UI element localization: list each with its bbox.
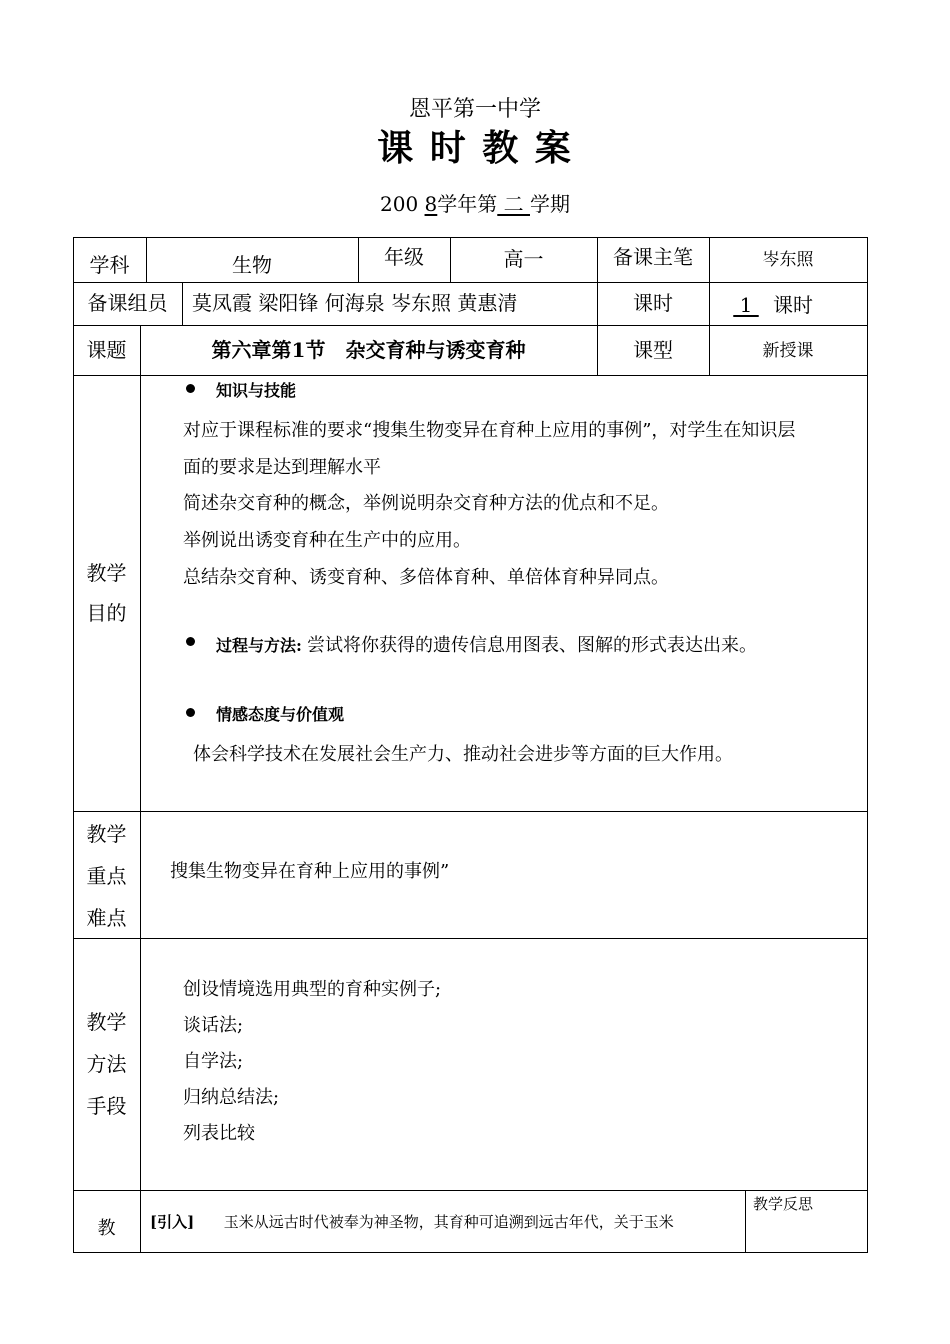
grade-value: 高一 [503, 247, 544, 271]
keypoints-label-line: 重点 [86, 864, 127, 888]
cell-divider [709, 282, 710, 325]
term-prefix: 200 [380, 192, 419, 216]
objectives-label-line: 教学 [86, 561, 127, 585]
keypoints-label [73, 813, 140, 939]
table-border-bottom [73, 1252, 868, 1253]
row-divider [73, 1190, 868, 1191]
grade-label: 年级 [384, 245, 424, 269]
bullet-icon [186, 708, 195, 717]
method-item: 归纳总结法; [183, 1087, 280, 1108]
row-divider [73, 282, 868, 283]
topic-value: 第六章第1节 杂交育种与诱变育种 [211, 338, 526, 362]
knowledge-skills-heading: 知识与技能 [216, 381, 297, 400]
methods-list [183, 972, 441, 1152]
school-name: 恩平第一中学 [408, 97, 541, 122]
subject-value: 生物 [232, 253, 272, 277]
intro-tag: [引入] [150, 1213, 195, 1231]
subject-label: 学科 [89, 253, 130, 277]
reflection-label: 教学反思 [753, 1195, 814, 1213]
members-value: 莫凤霞 梁阳锋 何海泉 岑东照 黄惠清 [192, 291, 518, 315]
objective-text: 对应于课程标准的要求“搜集生物变异在育种上应用的事例”，对学生在知识层 [183, 420, 796, 441]
intro-text: 玉米从远古时代被奉为神圣物，其育种可追溯到远古年代，关于玉米 [223, 1213, 674, 1231]
objective-text: 面的要求是达到理解水平 [183, 457, 381, 478]
row-divider [73, 325, 868, 326]
objective-text: 简述杂交育种的概念，举例说明杂交育种方法的优点和不足。 [183, 493, 669, 514]
row-divider [73, 811, 868, 812]
lesson-type-value: 新授课 [762, 341, 814, 361]
keypoints-text: 搜集生物变异在育种上应用的事例” [170, 861, 450, 882]
methods-label-line: 方法 [86, 1052, 127, 1076]
process-methods-text: 尝试将你获得的遗传信息用图表、图解的形式表达出来。 [307, 635, 758, 656]
keypoints-label-line: 教学 [86, 822, 127, 846]
hours-field [719, 289, 813, 318]
table-border-right [867, 237, 868, 1253]
methods-label-line: 手段 [86, 1094, 127, 1118]
cell-divider [745, 1190, 746, 1252]
hours-label: 课时 [633, 291, 673, 315]
objectives-label [73, 553, 140, 633]
lesson-type-label: 课型 [633, 338, 673, 362]
objectives-label-line: 目的 [86, 601, 127, 625]
term-number: 二 [497, 192, 530, 216]
methods-label [73, 1001, 140, 1127]
attitude-values-text: 体会科学技术在发展社会生产力、推动社会进步等方面的巨大作用。 [193, 744, 733, 765]
row-divider [73, 938, 868, 939]
page-title: 课 时 教 案 [377, 127, 573, 169]
attitude-values-heading: 情感态度与价值观 [216, 705, 345, 724]
method-item: 谈话法; [183, 1015, 244, 1036]
bullet-icon [186, 384, 195, 393]
members-label: 备课组员 [87, 291, 168, 315]
objective-text: 举例说出诱变育种在生产中的应用。 [183, 530, 471, 551]
lead-teacher-value: 岑东照 [762, 250, 814, 270]
process-methods-line [216, 631, 757, 657]
method-item: 创设情境选用典型的育种实例子; [183, 979, 442, 1000]
hours-unit: 课时 [773, 293, 813, 317]
cell-divider [182, 282, 183, 325]
method-item: 自学法; [183, 1051, 244, 1072]
term-year: 8 [424, 192, 438, 216]
objective-text: 总结杂交育种、诱变育种、多倍体育种、单倍体育种异同点。 [183, 567, 669, 588]
methods-label-line: 教学 [86, 1010, 127, 1034]
term-mid: 学年第 [437, 192, 498, 216]
hours-value: 1 [733, 293, 759, 317]
process-methods-heading: 过程与方法: [216, 636, 302, 655]
method-item: 列表比较 [183, 1123, 255, 1144]
topic-label: 课题 [86, 338, 127, 362]
bullet-icon [186, 637, 195, 646]
intro-line [150, 1211, 674, 1232]
term-line [0, 188, 950, 217]
label-column-divider [140, 375, 141, 1252]
lead-teacher-label: 备课主笔 [613, 245, 693, 269]
row-divider [73, 375, 868, 376]
keypoints-label-line: 难点 [86, 906, 127, 930]
table-border-top [73, 237, 868, 238]
term-suffix: 学期 [530, 192, 570, 216]
process-label: 教 [97, 1218, 116, 1239]
